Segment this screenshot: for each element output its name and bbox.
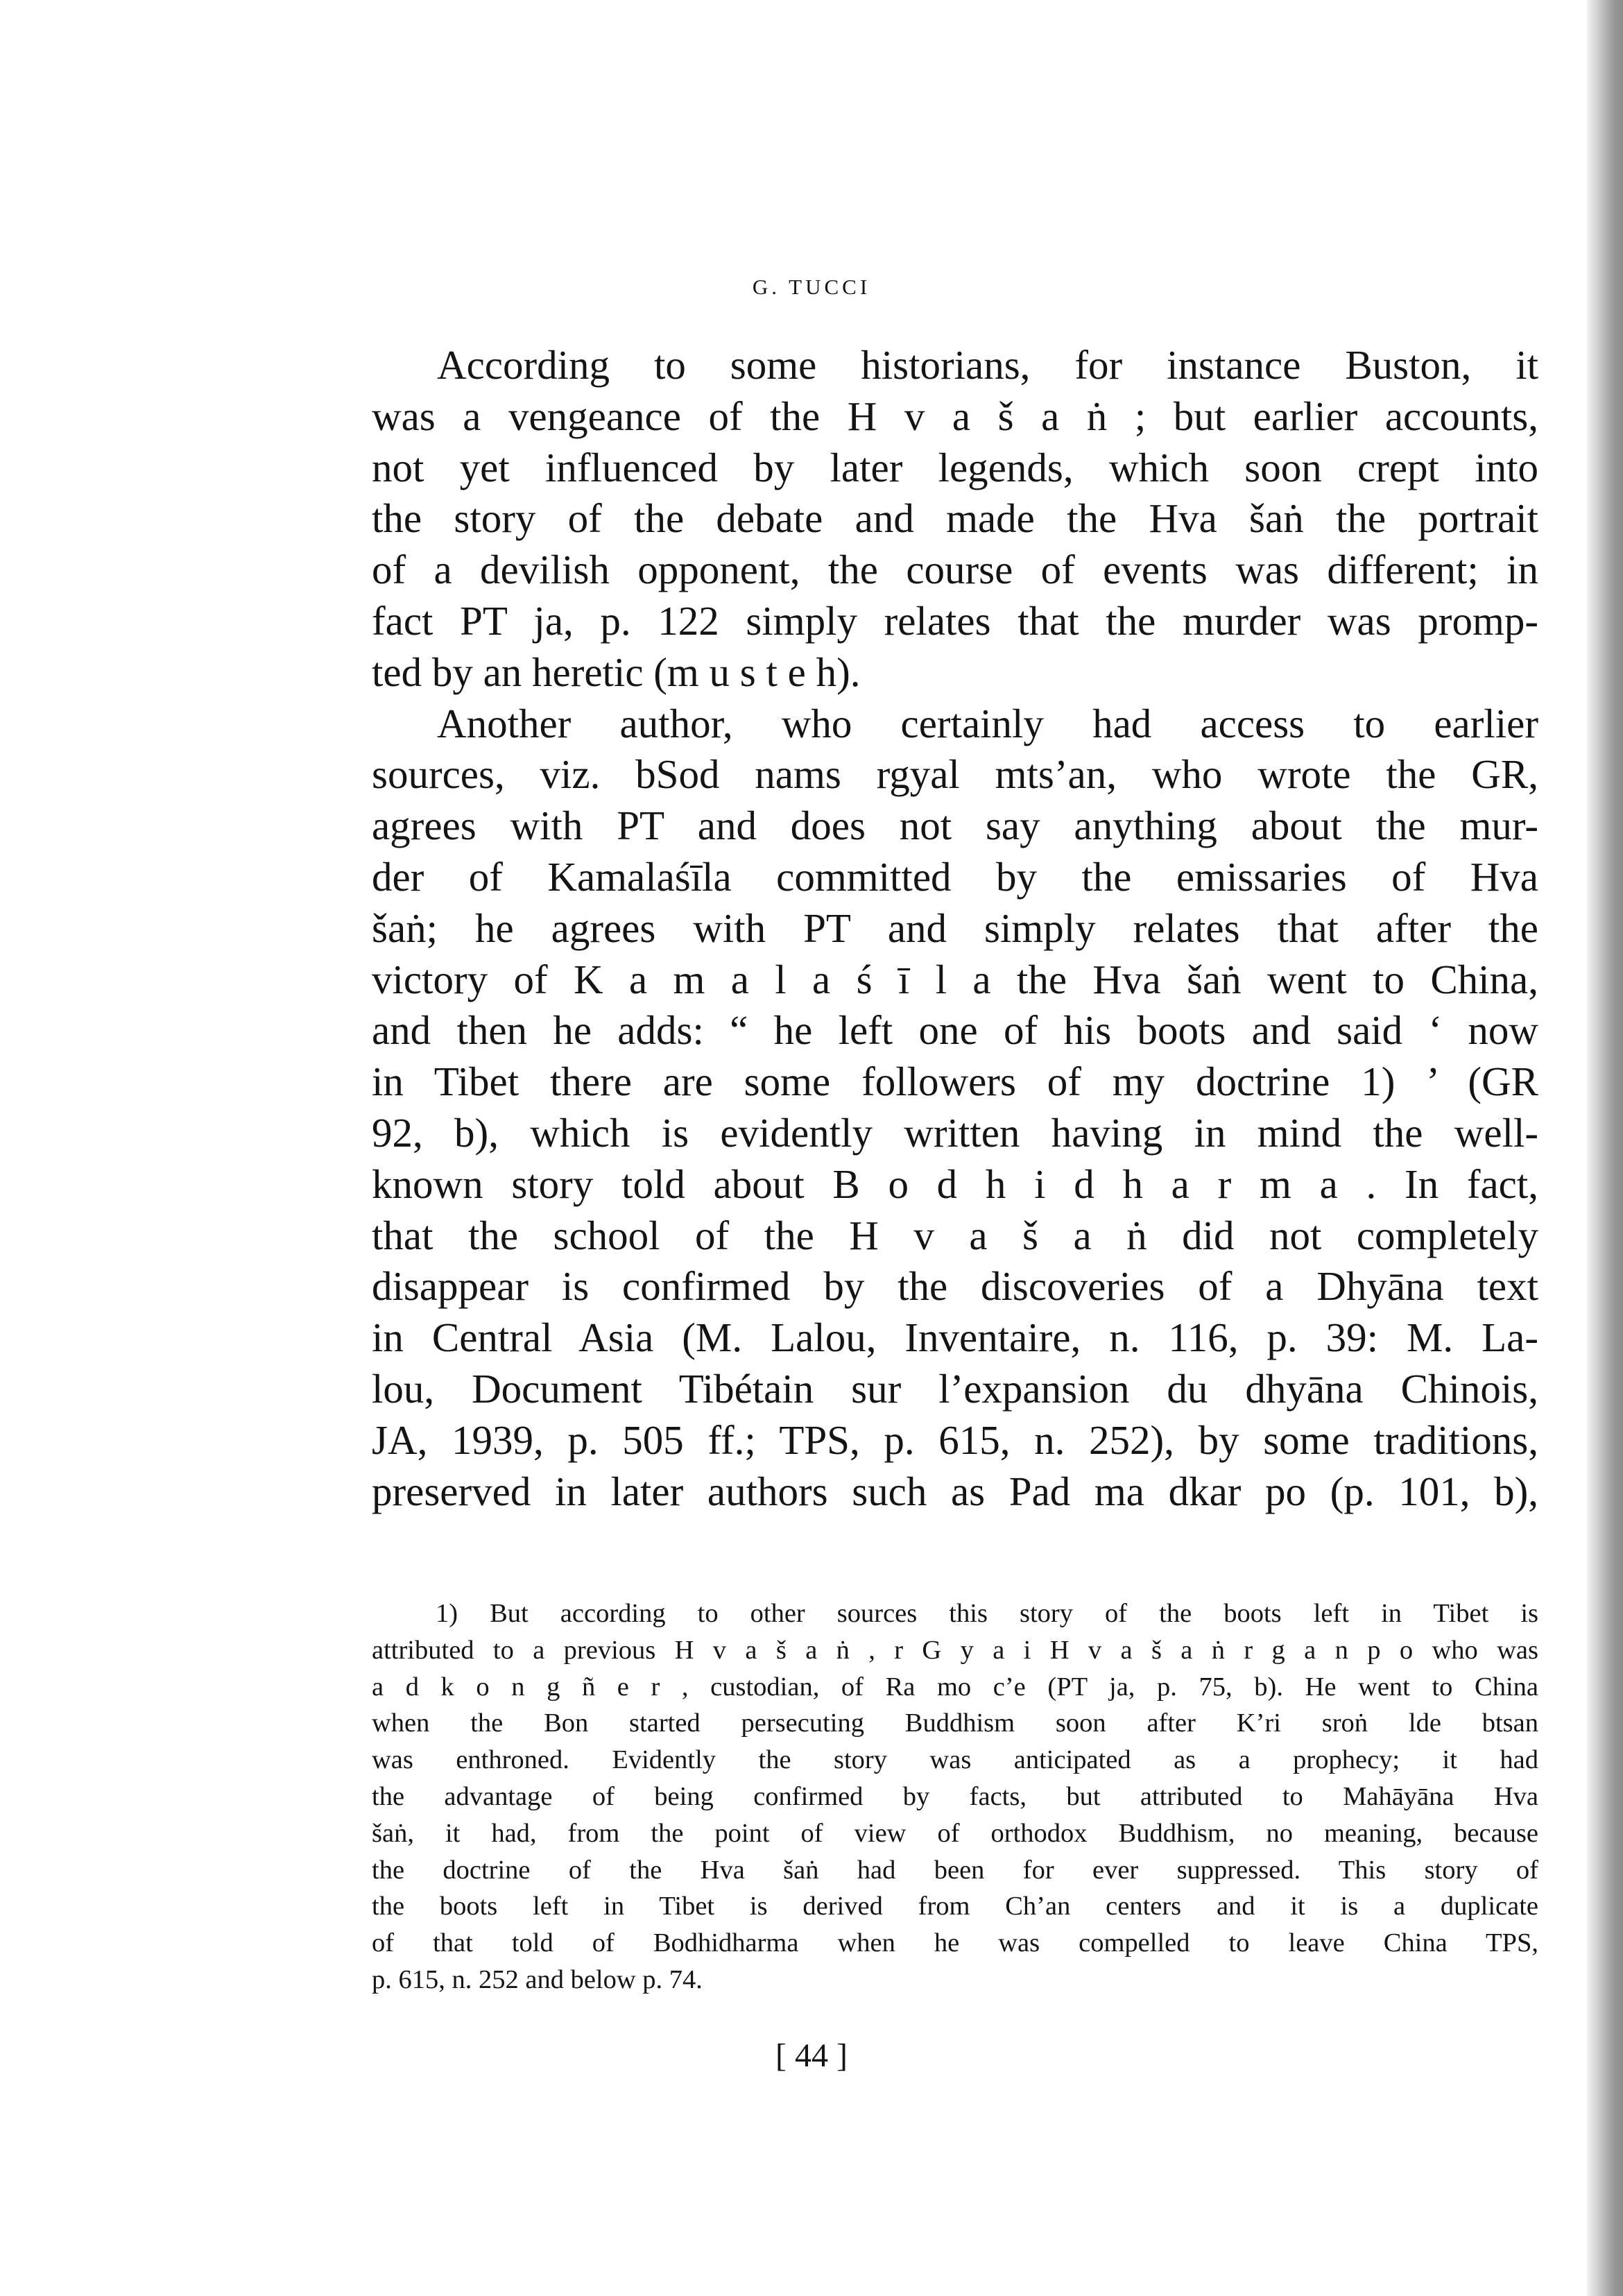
footnote-line: p. 615, n. 252 and below p. 74. xyxy=(372,1964,703,1994)
body-line: not yet influenced by later legends, which soon crept into xyxy=(372,444,1538,490)
body-line: According to some historians, for instance Buston, it xyxy=(437,342,1538,388)
footnote-line: a d k o n g ñ e r , custodian, of Ra mo c’e (PT ja, p. 75, b). He went to China xyxy=(372,1672,1538,1702)
footnote-line: 1) But according to other sources this story of the boots left in Tibet is xyxy=(436,1599,1538,1628)
body-line: in Central Asia (M. Lalou, Inventaire, n. 116, p. 39: M. La- xyxy=(372,1314,1538,1361)
page-number: [ 44 ] xyxy=(775,2037,848,2074)
footnote-line: šaṅ, it had, from the point of view of orthodox Buddhism, no meaning, because xyxy=(372,1818,1538,1848)
footnote-line: attributed to a previous H v a š a ṅ , r G y a i H v a š a ṅ r g a n p o who was xyxy=(372,1635,1538,1665)
body-line: the story of the debate and made the Hva šaṅ the portrait xyxy=(372,495,1538,542)
body-line: šaṅ; he agrees with PT and simply relates that after the xyxy=(372,905,1538,951)
body-line: in Tibet there are some followers of my doctrine 1) ’ (GR xyxy=(372,1059,1538,1105)
body-line: fact PT ja, p. 122 simply relates that the murder was promp- xyxy=(372,597,1538,644)
footnote-line: of that told of Bodhidharma when he was compelled to leave China TPS, xyxy=(372,1928,1538,1958)
body-text xyxy=(372,340,1538,1517)
footnote-line: when the Bon started persecuting Buddhism soon after K’ri sroṅ lde btsan xyxy=(372,1708,1538,1738)
body-line: agrees with PT and does not say anything about the mur- xyxy=(372,803,1538,849)
body-line: victory of K a m a l a ś ī l a the Hva šaṅ went to China, xyxy=(372,956,1538,1002)
body-line: sources, viz. bSod nams rgyal mts’an, who wrote the GR, xyxy=(372,751,1538,798)
body-line: 92, b), which is evidently written having in mind the well- xyxy=(372,1109,1538,1156)
body-line: ted by an heretic (m u s t e h). xyxy=(372,649,861,695)
footnote-line: was enthroned. Evidently the story was anticipated as a prophecy; it had xyxy=(372,1745,1538,1775)
scanned-page-edge xyxy=(1587,0,1623,2296)
body-line: was a vengeance of the H v a š a ṅ ; but earlier accounts, xyxy=(372,393,1538,439)
running-head: G. TUCCI xyxy=(752,275,871,299)
body-line: that the school of the H v a š a ṅ did not completely xyxy=(372,1212,1538,1258)
body-line: JA, 1939, p. 505 ff.; TPS, p. 615, n. 252), by some traditions, xyxy=(372,1416,1538,1463)
footnote-line: the doctrine of the Hva šaṅ had been for ever suppressed. This story of xyxy=(372,1855,1538,1885)
footnote-line: the boots left in Tibet is derived from Ch’an centers and it is a duplicate xyxy=(372,1892,1538,1921)
body-line: preserved in later authors such as Pad ma dkar po (p. 101, b), xyxy=(372,1468,1538,1514)
body-line: der of Kamalaśīla committed by the emissaries of Hva xyxy=(372,853,1538,900)
body-line: and then he adds: “ he left one of his boots and said ‘ now xyxy=(372,1007,1538,1054)
footnote xyxy=(372,1595,1538,1998)
body-line: of a devilish opponent, the course of events was different; in xyxy=(372,547,1538,593)
body-line: known story told about B o d h i d h a r m a . In fact, xyxy=(372,1160,1538,1207)
body-line: lou, Document Tibétain sur l’expansion du dhyāna Chinois, xyxy=(372,1365,1538,1412)
body-line: disappear is confirmed by the discoveries of a Dhyāna text xyxy=(372,1263,1538,1310)
body-line: Another author, who certainly had access to earlier xyxy=(437,700,1538,746)
footnote-line: the advantage of being confirmed by facts, but attributed to Mahāyāna Hva xyxy=(372,1781,1538,1811)
